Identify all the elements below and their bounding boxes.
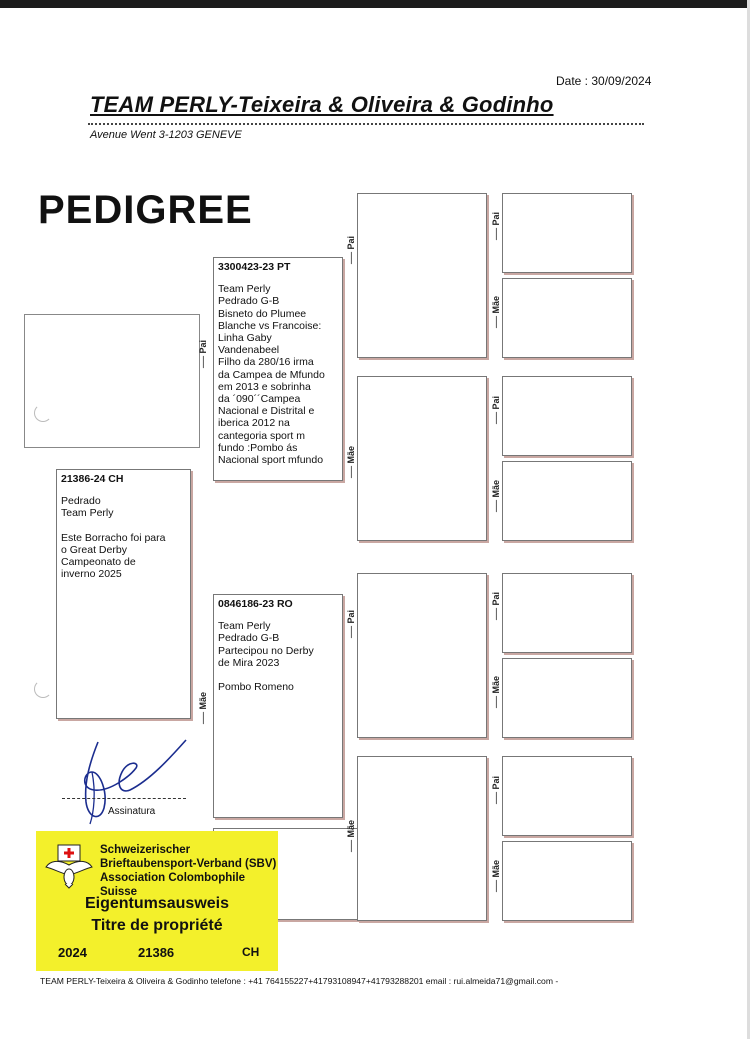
label-mae-gg1: ------ Mãe (491, 296, 501, 329)
sire-line: cantegoria sport m (218, 429, 305, 442)
card-year: 2024 (58, 945, 87, 960)
header-divider (88, 123, 644, 125)
dam-line: Partecipou no Derby (218, 644, 314, 657)
address: Avenue Went 3-1203 GENEVE (90, 129, 242, 141)
label-pai-gg1: ------ Pai (491, 212, 501, 241)
label-mae-gg3: ------ Mãe (491, 676, 501, 709)
dam-line: de Mira 2023 (218, 656, 280, 669)
bird-line: Este Borracho foi para (61, 531, 166, 544)
punch-hole-bottom (34, 680, 52, 698)
dam-ring: 0846186-23 RO (218, 598, 293, 610)
sire-line: Nacional sport mfundo (218, 454, 324, 467)
gg-box (502, 376, 632, 456)
label-mae-bird: ------ Mãe (198, 692, 208, 725)
date: Date : 30/09/2024 (556, 74, 652, 88)
bird-line: Pedrado (61, 495, 101, 508)
label-pai-dam: ------ Pai (346, 610, 356, 639)
grandsire-maternal-box (357, 573, 487, 738)
dam-line: Pombo Romeno (218, 681, 294, 694)
scan-edge (0, 0, 750, 8)
sire-line: Linha Gaby (218, 332, 272, 345)
card-country: CH (242, 945, 260, 959)
label-pai-bird: ------ Pai (198, 340, 208, 369)
signature-label: Assinatura (108, 806, 156, 817)
card-number: 21386 (138, 945, 175, 960)
sire-line: em 2013 e sobrinha (218, 380, 311, 393)
sire-line: Blanche vs Francoise: (218, 319, 322, 332)
label-mae-dam: ------ Mãe (346, 820, 356, 853)
sire-line: Vandenabeel (218, 344, 280, 357)
gg-box (502, 193, 632, 273)
card-org-line: Brieftaubensport-Verband (SBV) (100, 858, 277, 870)
sire-line: Pedrado G-B (218, 295, 280, 308)
label-pai-gg4: ------ Pai (491, 776, 501, 805)
bird-ring: 21386-24 CH (61, 473, 124, 485)
label-pai-gg2: ------ Pai (491, 396, 501, 425)
sire-line: da Campea de Mfundo (218, 368, 325, 381)
sire-line: da ´090´´Campea (218, 393, 301, 406)
sire-line: Filho da 280/16 irma (218, 356, 314, 369)
sire-line: Team Perly (218, 283, 271, 296)
label-mae-gg2: ------ Mãe (491, 480, 501, 513)
card-org-line: Schweizerischer (100, 844, 191, 856)
dam-box (213, 594, 343, 818)
sire-ring: 3300423-23 PT (218, 261, 291, 273)
gg-box (502, 756, 632, 836)
bird-line: inverno 2025 (61, 568, 122, 581)
bird-line: o Great Derby (61, 543, 127, 556)
pedigree-heading: PEDIGREE (38, 188, 253, 232)
sire-box (213, 257, 343, 481)
label-pai-sire: ------ Pai (346, 236, 356, 265)
bird-line: Team Perly (61, 507, 114, 520)
sire-line: fundo :Pombo ás (218, 441, 298, 454)
footer-contact: TEAM PERLY-Teixeira & Oliveira & Godinho telefone : +41 764155227+41793108947+41793288201 email : rui.almeida71@gmail.com - (40, 976, 559, 986)
sire-line: iberica 2012 na (218, 417, 290, 430)
card-title-fr: Titre de propriété (91, 917, 223, 934)
bird-box (56, 469, 191, 719)
granddam-paternal-box (357, 376, 487, 541)
gg-box (502, 461, 632, 541)
card-organization (100, 843, 278, 899)
dam-line: Team Perly (218, 620, 271, 633)
gg-box (502, 573, 632, 653)
grandsire-paternal-box (357, 193, 487, 358)
dam-line: Pedrado G-B (218, 632, 280, 645)
pigeon-logo-icon (44, 843, 94, 889)
sire-line: Bisneto do Plumee (218, 307, 307, 320)
punch-hole-top (34, 404, 52, 422)
photo-frame (24, 314, 200, 448)
gg-box (502, 841, 632, 921)
gg-box (502, 658, 632, 738)
gg-box (502, 278, 632, 358)
team-title: TEAM PERLY-Teixeira & Oliveira & Godinho (90, 92, 554, 117)
granddam-maternal-box (357, 756, 487, 921)
label-mae-sire: ------ Mãe (346, 446, 356, 479)
label-pai-gg3: ------ Pai (491, 592, 501, 621)
sire-line: Nacional e Distrital e (218, 405, 315, 418)
bird-line: Campeonato de (61, 556, 136, 569)
card-org-line: Association Colombophile Suisse (100, 872, 246, 898)
signature-line (62, 798, 186, 799)
card-title-de: Eigentumsausweis (84, 895, 230, 912)
label-mae-gg4: ------ Mãe (491, 860, 501, 893)
ownership-card (36, 831, 278, 971)
